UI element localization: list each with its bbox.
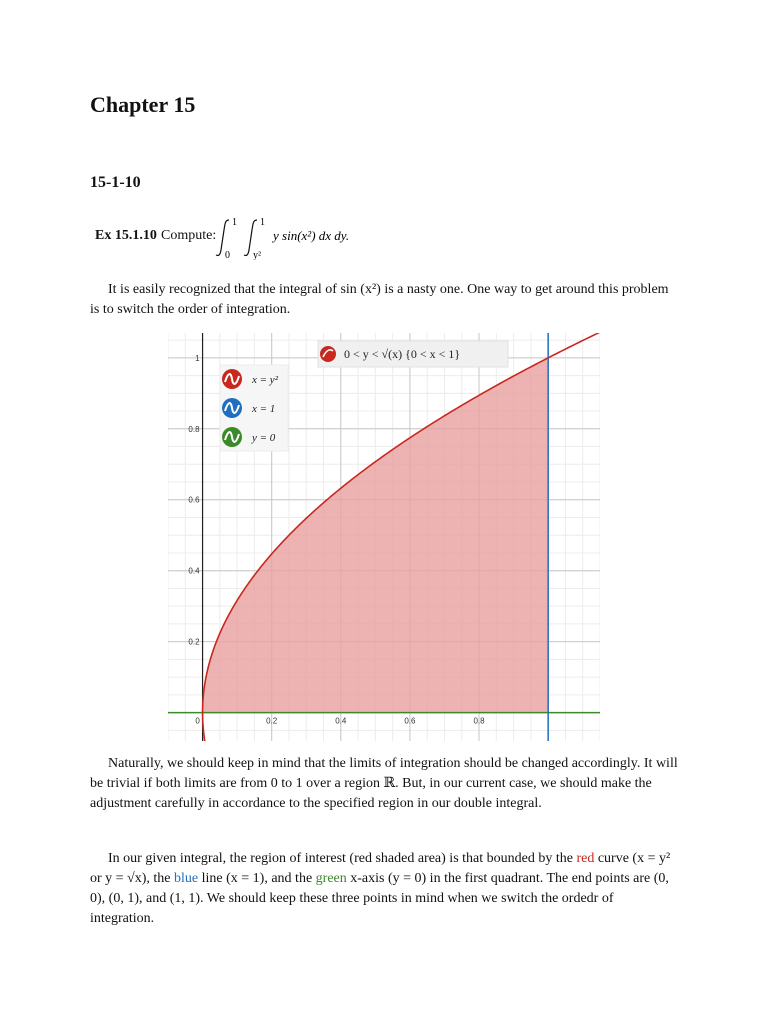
legend-label: y = 0: [252, 432, 276, 444]
region-label: 0 < y < √(x) {0 < x < 1}: [344, 347, 461, 361]
double-integral-formula: [215, 216, 475, 260]
exercise-compute-text: Compute:: [161, 228, 217, 243]
green-word: green: [315, 871, 347, 886]
x-tick-label: 0.2: [266, 716, 278, 726]
paragraph-intro-text: It is easily recognized that the integral of sin (x²) is a nasty one. One way to get around this problem is to switch the order of integration.: [90, 282, 669, 317]
paragraph-limits: [90, 754, 680, 814]
inner-upper-limit: 1: [260, 217, 265, 228]
y-tick-label: 0.6: [188, 495, 200, 505]
red-word: red: [576, 851, 595, 866]
y-tick-label: 0.4: [188, 566, 200, 576]
region-graph-svg: [168, 333, 600, 741]
outer-upper-limit: 1: [232, 217, 237, 228]
exercise-label: Ex 15.1.10: [95, 228, 157, 243]
region-text-3: line (x = 1), and the: [198, 871, 316, 886]
paragraph-limits-text: Naturally, we should keep in mind that the limits of integration should be changed accordingly. It will be trivial if both limits are from 0 to 1 over a region ℝ. But, in our current case, we should make the adjustment carefully in accordance to the specified region in our double integral.: [90, 756, 678, 811]
outer-lower-limit: 0: [225, 250, 230, 260]
blue-word: blue: [174, 871, 199, 886]
y-tick-label: 1: [195, 353, 200, 363]
chapter-title: Chapter 15: [90, 92, 196, 117]
paragraph-region: [90, 849, 680, 929]
section-title: 15-1-10: [90, 174, 141, 191]
legend-label: x = 1: [252, 403, 276, 415]
x-tick-label: 0.6: [404, 716, 416, 726]
inner-lower-limit: y²: [253, 250, 261, 260]
region-graph: [168, 333, 600, 741]
x-tick-label: 0: [195, 716, 200, 726]
integrand: y sin(x²) dx dy.: [273, 228, 350, 243]
legend-label: x = y²: [252, 374, 278, 386]
x-tick-label: 0.4: [335, 716, 347, 726]
region-text-2: curve (x = y² or y = √x), the: [90, 851, 671, 886]
paragraph-intro: [90, 280, 680, 320]
x-tick-label: 0.8: [473, 716, 485, 726]
region-text-1: In our given integral, the region of interest (red shaded area) is that bounded by the: [108, 851, 577, 866]
region-icon: [320, 346, 336, 362]
y-tick-label: 0.8: [188, 424, 200, 434]
region-text-4: x-axis (y = 0) in the first quadrant. The end points are (0, 0), (0, 1), and (1, 1). We should keep these three points in mind when we switch the ordedr of integration.: [90, 871, 669, 926]
y-tick-label: 0.2: [188, 637, 200, 647]
